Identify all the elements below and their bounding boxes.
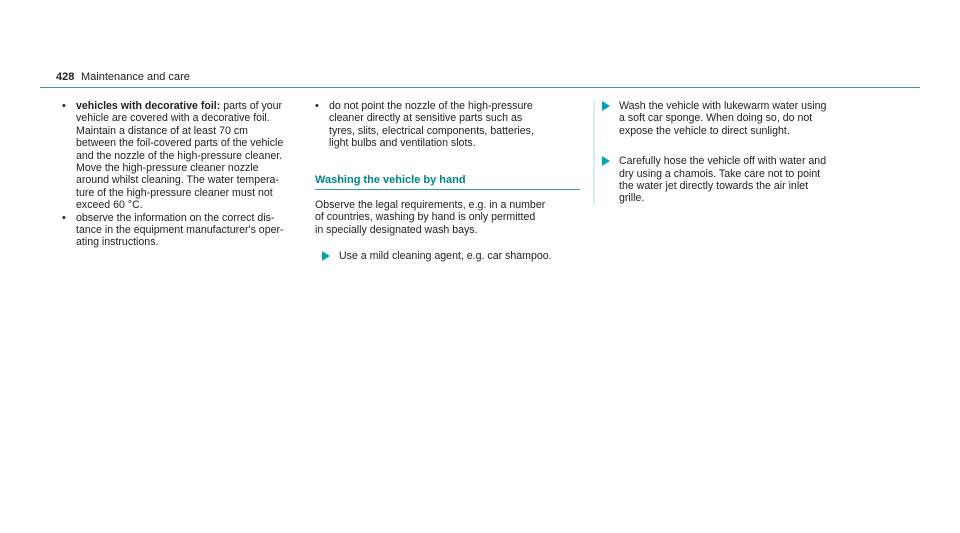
text-line: observe the information on the correct dis- bbox=[76, 211, 275, 224]
bullet-icon: • bbox=[315, 100, 319, 112]
bullet-icon: • bbox=[62, 211, 66, 224]
list-item-text bbox=[329, 100, 585, 150]
text-line: tyres, slits, electrical components, batteries, bbox=[329, 124, 534, 137]
text-line: Move the high-pressure cleaner nozzle bbox=[76, 162, 259, 175]
column-middle bbox=[315, 100, 585, 263]
text-line: and the nozzle of the high-pressure cleaner. bbox=[76, 149, 283, 162]
text-line: ating instructions. bbox=[76, 236, 159, 249]
text-line: ture of the high-pressure cleaner must not bbox=[76, 186, 273, 199]
step-arrow-icon bbox=[322, 251, 330, 261]
column-right bbox=[595, 100, 865, 205]
step-list bbox=[593, 100, 865, 205]
text-line: vehicle are covered with a decorative foil. bbox=[76, 112, 270, 125]
instruction-step bbox=[315, 250, 585, 262]
step-text: Use a mild cleaning agent, e.g. car shampoo. bbox=[339, 250, 552, 263]
text-line: light bulbs and ventilation slots. bbox=[329, 137, 476, 150]
list-item-text bbox=[76, 212, 322, 249]
text-line: around whilst cleaning. The water tempera- bbox=[76, 174, 279, 187]
text-line: Observe the legal requirements, e.g. in a number bbox=[315, 199, 546, 212]
list-item bbox=[62, 100, 322, 212]
text-line: dry using a chamois. Take care not to point bbox=[619, 167, 821, 180]
list-item bbox=[315, 100, 585, 150]
text-line: the water jet directly towards the air inlet bbox=[619, 180, 809, 193]
text-line: tance in the equipment manufacturer's oper- bbox=[76, 224, 284, 237]
text-line: do not point the nozzle of the high-pressure bbox=[329, 100, 533, 112]
text-line: exceed 60 °C. bbox=[76, 199, 143, 212]
list-item bbox=[62, 212, 322, 249]
instruction-step bbox=[595, 100, 865, 137]
page-header bbox=[40, 70, 920, 88]
instruction-step bbox=[595, 155, 865, 205]
text-line: Wash the vehicle with lukewarm water using bbox=[619, 100, 827, 112]
text-line: cleaner directly at sensitive parts such as bbox=[329, 112, 523, 125]
text-line: grille. bbox=[619, 192, 645, 205]
paragraph bbox=[315, 199, 580, 236]
text-line: parts of your bbox=[223, 100, 283, 112]
column-left bbox=[62, 100, 322, 249]
text-line: Maintain a distance of at least 70 cm bbox=[76, 124, 248, 137]
text-line: expose the vehicle to direct sunlight. bbox=[619, 124, 790, 137]
text-line: a soft car sponge. When doing so, do not bbox=[619, 112, 813, 125]
section-heading: Washing the vehicle by hand bbox=[315, 174, 580, 190]
bullet-icon: • bbox=[62, 100, 66, 112]
step-arrow-icon bbox=[602, 101, 610, 111]
bold-term: vehicles with decorative foil: bbox=[76, 100, 221, 112]
text-line: Carefully hose the vehicle off with water and bbox=[619, 155, 827, 168]
page-number: 428 bbox=[56, 71, 75, 83]
text-line: between the foil-covered parts of the vehicle bbox=[76, 137, 284, 150]
section-title: Maintenance and care bbox=[81, 71, 190, 83]
list-item-text bbox=[76, 100, 322, 212]
step-arrow-icon bbox=[602, 156, 610, 166]
text-line: in specially designated wash bays. bbox=[315, 223, 478, 236]
text-line: of countries, washing by hand is only permitted bbox=[315, 211, 536, 224]
